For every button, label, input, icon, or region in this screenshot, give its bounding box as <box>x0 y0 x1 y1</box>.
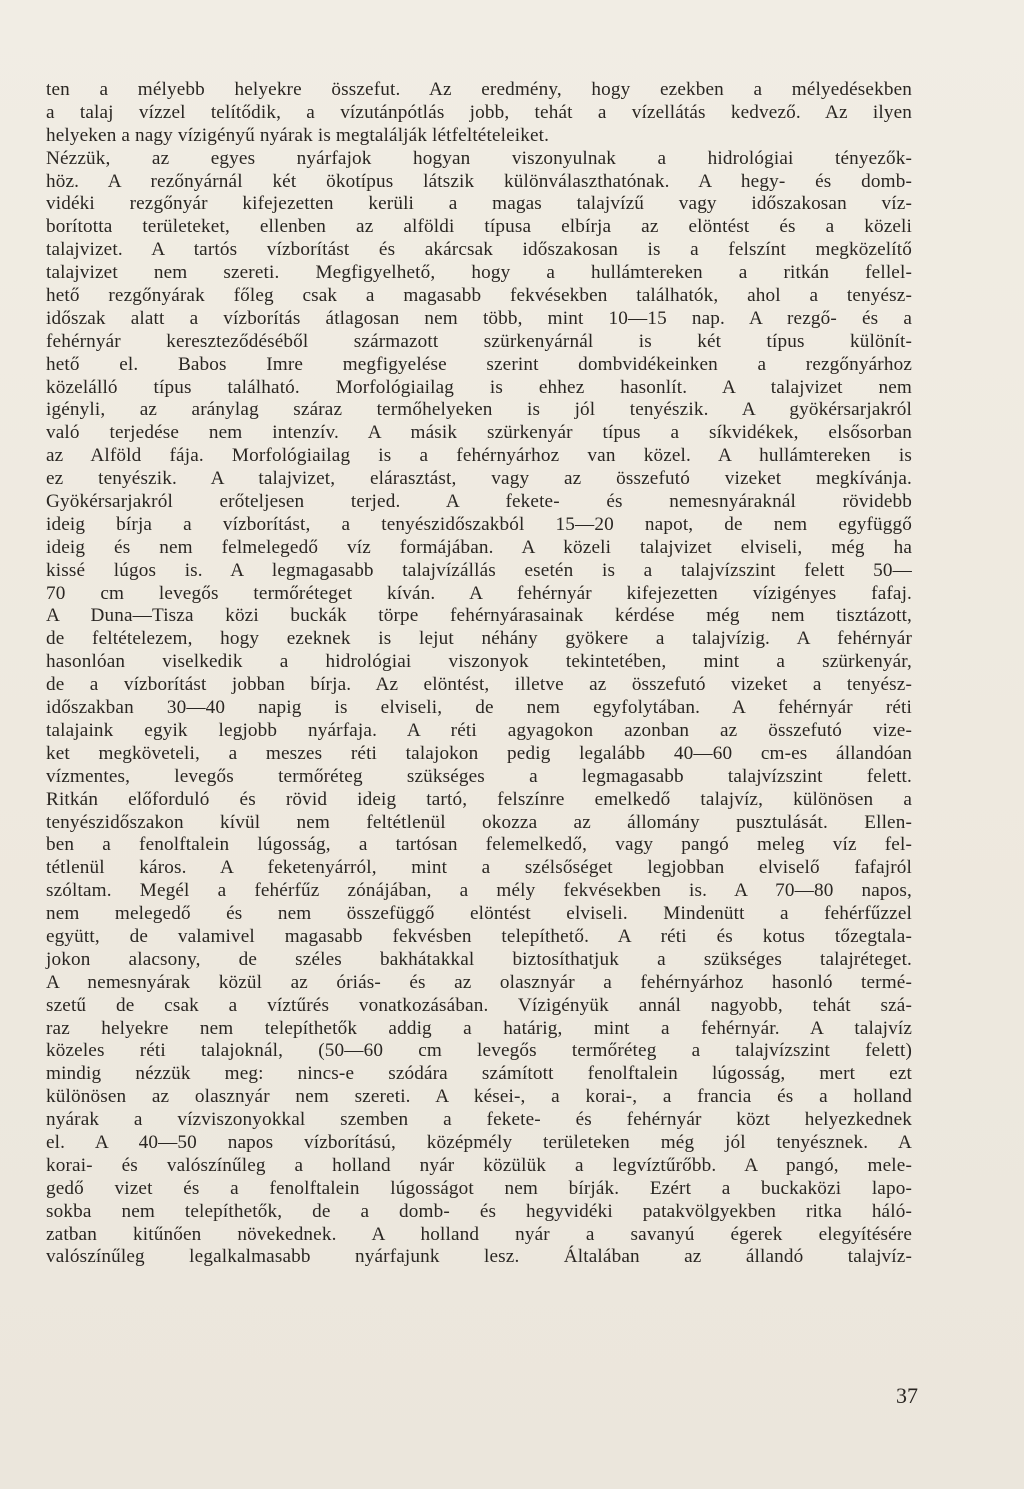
text-line: különösen az olasznyár nem szereti. A kései-, a korai-, a francia és a holland <box>46 1086 912 1108</box>
text-line: jokon alacsony, de széles bakhátakkal biztosíthatjuk a szükséges talajréteget. <box>46 948 912 970</box>
text-line: zatban kitűnően növekednek. A holland nyár a savanyú égerek elegyítésére <box>46 1223 912 1245</box>
text-line: raz helyekre nem telepíthetők addig a határig, mint a fehérnyár. A talajvíz <box>46 1017 912 1039</box>
text-line: helyeken a nagy vízigényű nyárak is megtalálják létfeltételeiket. <box>46 124 550 146</box>
text-line: gedő vizet és a fenolftalein lúgosságot nem bírják. Ezért a buckaközi lapo- <box>46 1177 912 1199</box>
text-line: közelálló típus található. Morfológiailag is ehhez hasonlít. A talajvizet nem <box>46 376 912 398</box>
text-line: Gyökérsarjakról erőteljesen terjed. A fekete- és nemesnyáraknál rövidebb <box>46 491 912 513</box>
text-line: a talaj vízzel telítődik, a vízutánpótlás jobb, tehát a vízellátás kedvező. Az ilyen <box>46 101 912 123</box>
text-line: de feltételezem, hogy ezeknek is lejut néhány gyökere a talajvízig. A fehérnyár <box>46 628 912 650</box>
text-line: höz. A rezőnyárnál két ökotípus látszik különválaszthatónak. A hegy- és domb- <box>46 170 912 192</box>
text-line: fehérnyár kereszteződéséből származott szürkenyárnál is két típus különít- <box>46 330 912 352</box>
text-line: hasonlóan viselkedik a hidrológiai viszonyok tekintetében, mint a szürkenyár, <box>46 651 912 673</box>
text-line: talajvizet nem szereti. Megfigyelhető, hogy a hullámtereken a ritkán fellel- <box>46 262 912 284</box>
text-line: időszakban 30—40 napig is elviseli, de nem egyfolytában. A fehérnyár réti <box>46 697 912 719</box>
text-line: A nemesnyárak közül az óriás- és az olasznyár a fehérnyárhoz hasonló termé- <box>46 971 912 993</box>
text-line: ideig és nem felmelegedő víz formájában. A közeli talajvizet elviseli, még ha <box>46 536 912 558</box>
text-line: valószínűleg legalkalmasabb nyárfajunk lesz. Általában az állandó talajvíz- <box>46 1246 912 1268</box>
text-line: hető rezgőnyárak főleg csak a magasabb fekvésekben találhatók, ahol a tenyész- <box>46 285 912 307</box>
text-line: Ritkán előforduló és rövid ideig tartó, felszínre emelkedő talajvíz, különösen a <box>46 788 912 810</box>
text-line: közeles réti talajoknál, (50—60 cm levegős termőréteg a talajvízszint felett) <box>46 1040 912 1062</box>
text-line: ben a fenolftalein lúgosság, a tartósan felemelkedő, vagy pangó meleg víz fel- <box>46 834 912 856</box>
text-line: vízmentes, levegős termőréteg szükséges a legmagasabb talajvízszint felett. <box>46 765 912 787</box>
text-line: kissé lúgos is. A legmagasabb talajvízállás esetén is a talajvízszint felett 50— <box>46 559 912 581</box>
text-line: igényli, az aránylag száraz termőhelyeken is jól tenyészik. A gyökérsarjakról <box>46 399 912 421</box>
text-line: de a vízborítást jobban bírja. Az elöntést, illetve az összefutó vizeket a tenyész- <box>46 674 912 696</box>
text-line: hető el. Babos Imre megfigyelése szerint dombvidékeinken a rezgőnyárhoz <box>46 353 912 375</box>
text-line: tenyészidőszakon kívül nem feltétlenül okozza az állomány pusztulását. Ellen- <box>46 811 912 833</box>
text-line: ket megköveteli, a meszes réti talajokon pedig legalább 40—60 cm-es állandóan <box>46 742 912 764</box>
text-line: időszak alatt a vízborítás átlagosan nem több, mint 10—15 nap. A rezgő- és a <box>46 307 912 329</box>
text-line: szóltam. Megél a fehérfűz zónájában, a mély fekvésekben is. A 70—80 napos, <box>46 880 912 902</box>
text-line: Nézzük, az egyes nyárfajok hogyan viszonyulnak a hidrológiai tényezők- <box>46 147 912 169</box>
text-line: el. A 40—50 napos vízborítású, középmély területeken még jól tenyésznek. A <box>46 1131 912 1153</box>
text-line: ideig bírja a vízborítást, a tenyészidőszakból 15—20 napot, de nem egyfüggő <box>46 513 912 535</box>
text-line: sokba nem telepíthetők, de a domb- és hegyvidéki patakvölgyekben ritka háló- <box>46 1200 912 1222</box>
text-line: mindig nézzük meg: nincs-e szódára számított fenolftalein lúgosság, mert ezt <box>46 1063 912 1085</box>
text-line: talajaink egyik legjobb nyárfaja. A réti agyagokon azonban az összefutó vize- <box>46 719 912 741</box>
text-line: A Duna—Tisza közi buckák törpe fehérnyárasainak kérdése még nem tisztázott, <box>46 605 912 627</box>
text-line: borította területeket, ellenben az alföldi típusa elbírja az elöntést és a közeli <box>46 216 912 238</box>
text-line: az Alföld fája. Morfológiailag is a fehérnyárhoz van közel. A hullámtereken is <box>46 445 912 467</box>
text-line: nem melegedő és nem összefüggő elöntést elviseli. Mindenütt a fehérfűzzel <box>46 903 912 925</box>
text-line: szetű de csak a víztűrés vonatkozásában. Vízigényük annál nagyobb, tehát szá- <box>46 994 912 1016</box>
text-line: ez tenyészik. A talajvizet, elárasztást, vagy az összefutó vizeket megkívánja. <box>46 468 912 490</box>
text-line: vidéki rezgőnyár kifejezetten kerüli a magas talajvízű vagy időszakosan víz- <box>46 193 912 215</box>
text-line: ten a mélyebb helyekre összefut. Az eredmény, hogy ezekben a mélyedésekben <box>46 79 912 100</box>
page-number: 37 <box>896 1383 918 1408</box>
text-line: való terjedése nem intenzív. A másik szürkenyár típus a síkvidékek, elsősorban <box>46 422 912 444</box>
text-line: tétlenül káros. A feketenyárról, mint a szélsőséget legjobban elviselő fafajról <box>46 857 912 879</box>
text-line: 70 cm levegős termőréteget kíván. A fehérnyár kifejezetten vízigényes fafaj. <box>46 582 912 604</box>
body-text <box>46 79 912 1269</box>
text-line: talajvizet. A tartós vízborítást és akárcsak időszakosan is a felszínt megközelítő <box>46 239 912 261</box>
text-line: nyárak a vízviszonyokkal szemben a fekete- és fehérnyár közt helyezkednek <box>46 1109 912 1131</box>
text-line: korai- és valószínűleg a holland nyár közülük a legvíztűrőbb. A pangó, mele- <box>46 1154 912 1176</box>
text-line: együtt, de valamivel magasabb fekvésben telepíthető. A réti és kotus tőzegtala- <box>46 925 912 947</box>
